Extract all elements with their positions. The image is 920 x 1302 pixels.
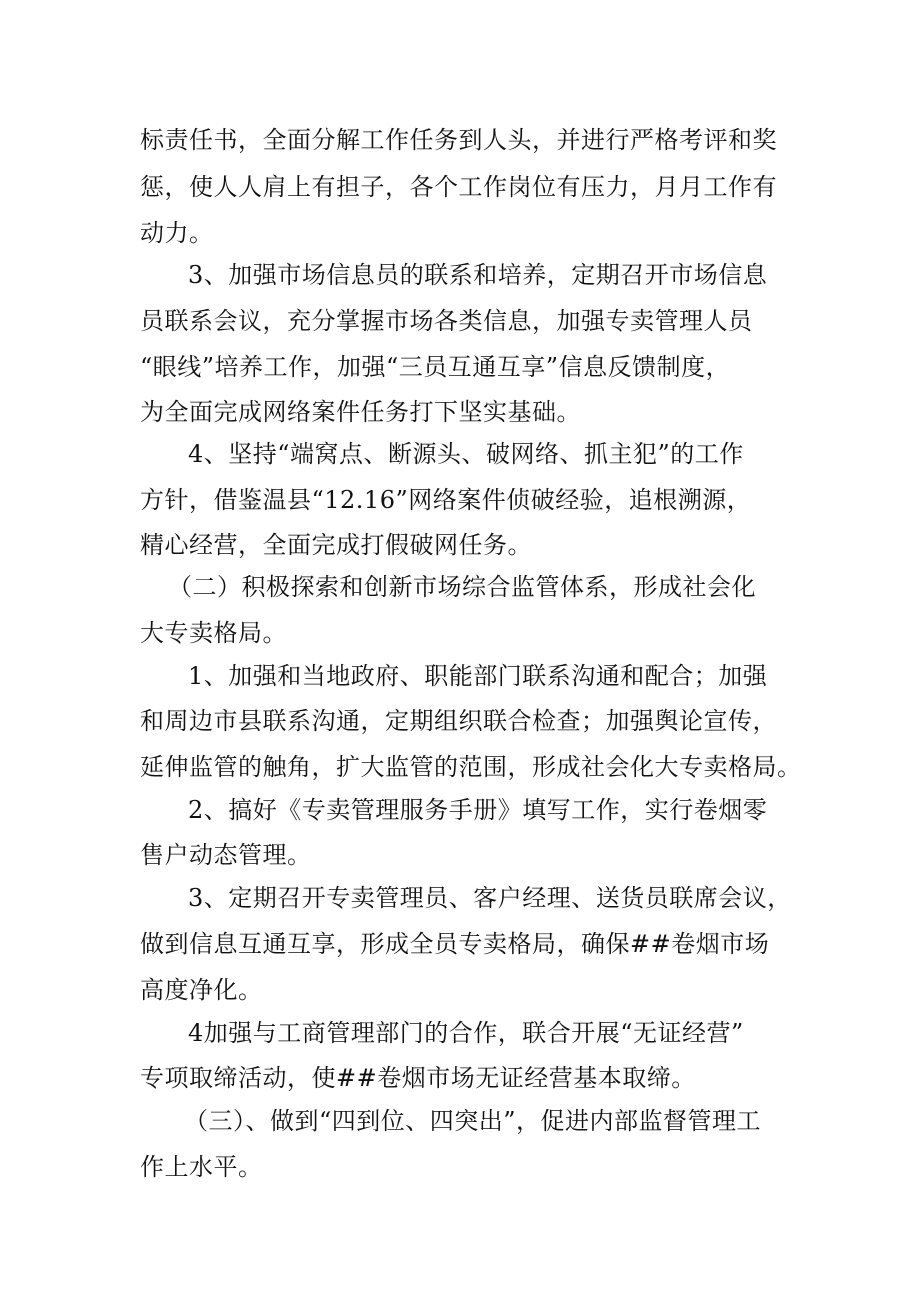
paragraph-line: 员联系会议，充分掌握市场各类信息，加强专卖管理人员 xyxy=(140,307,753,335)
paragraph-line: 延伸监管的触角，扩大监管的范围，形成社会化大专卖格局。 xyxy=(140,753,802,781)
paragraph-line: 高度净化。 xyxy=(140,976,263,1004)
paragraph-line: 3、加强市场信息员的联系和培养，定期召开市场信息 xyxy=(188,261,768,289)
section-heading: （二）积极探索和创新市场综合监管体系，形成社会化 xyxy=(168,573,756,601)
paragraph-line: 售户动态管理。 xyxy=(140,841,312,869)
paragraph-line: 动力。 xyxy=(140,219,214,247)
paragraph-line: 为全面完成网络案件任务打下坚实基础。 xyxy=(140,398,581,426)
paragraph-line: 3、定期召开专卖管理员、客户经理、送货员联席会议， xyxy=(188,884,792,912)
paragraph-line: 标责任书，全面分解工作任务到人头，并进行严格考评和奖 xyxy=(140,126,777,154)
section-heading: （三）、做到“四到位、四突出”，促进内部监督管理工 xyxy=(184,1107,762,1135)
paragraph-line: 专项取缔活动，使##卷烟市场无证经营基本取缔。 xyxy=(140,1064,696,1092)
paragraph-line: 方针，借鉴温县“12.16”网络案件侦破经验，追根溯源， xyxy=(140,486,752,514)
paragraph-line: 2、搞好《专卖管理服务手册》填写工作，实行卷烟零 xyxy=(188,796,768,824)
paragraph-line: 4加强与工商管理部门的合作，联合开展“无证经营” xyxy=(188,1019,744,1047)
paragraph-line: 1、加强和当地政府、职能部门联系沟通和配合；加强 xyxy=(188,662,768,690)
paragraph-line: 和周边市县联系沟通，定期组织联合检查；加强舆论宣传， xyxy=(140,707,777,735)
paragraph-line: 做到信息互通互享，形成全员专卖格局，确保##卷烟市场 xyxy=(140,930,770,958)
paragraph-line: 精心经营，全面完成打假破网任务。 xyxy=(140,531,532,559)
section-heading: 大专卖格局。 xyxy=(140,619,287,647)
section-heading: 作上水平。 xyxy=(140,1153,263,1181)
paragraph-line: “眼线”培养工作，加强“三员互通互享”信息反馈制度， xyxy=(140,353,731,381)
paragraph-line: 惩，使人人肩上有担子，各个工作岗位有压力，月月工作有 xyxy=(140,173,777,201)
paragraph-line: 4、坚持“端窝点、断源头、破网络、抓主犯”的工作 xyxy=(188,440,744,468)
